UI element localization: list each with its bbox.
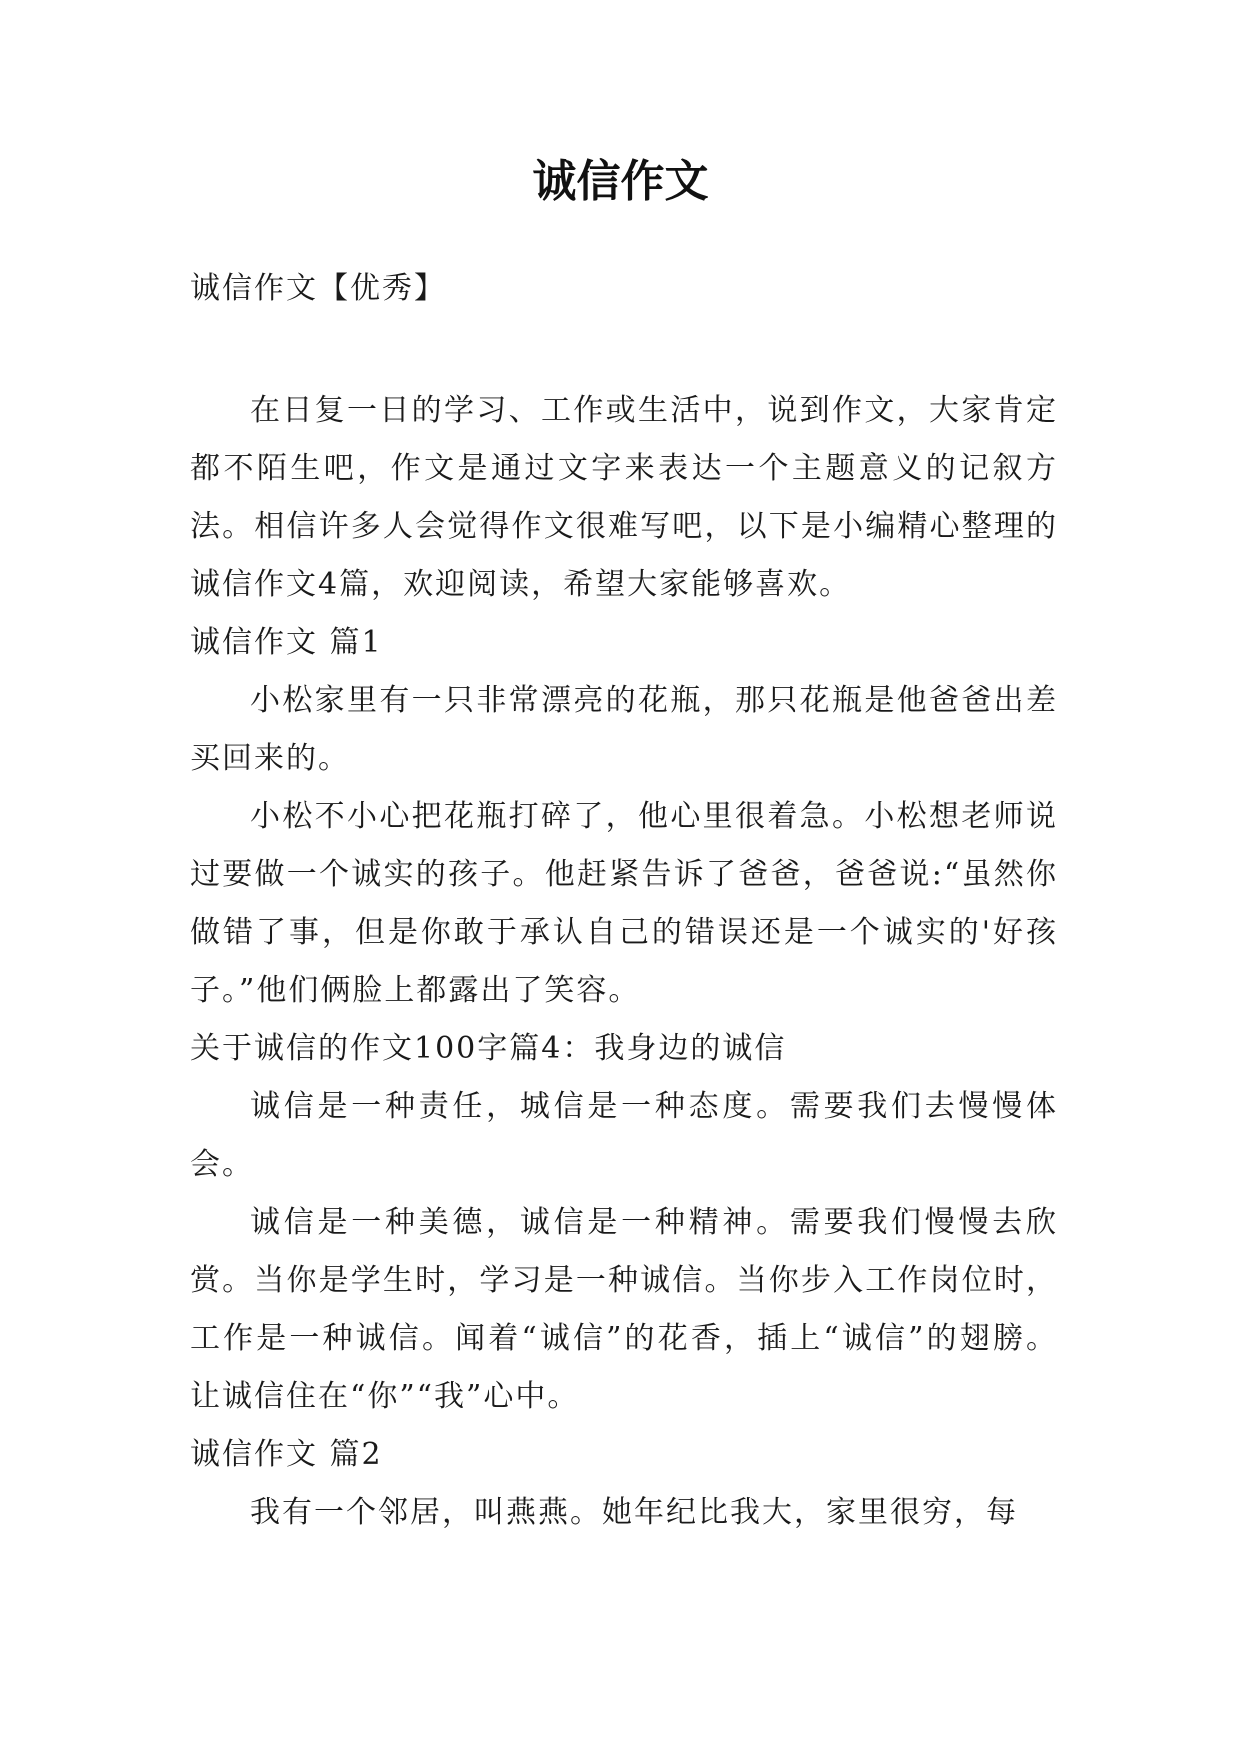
paragraph: 小松不小心把花瓶打碎了，他心里很着急。小松想老师说过要做一个诚实的孩子。他赶紧告诉了爸爸，爸爸说:“虽然你做错了事，但是你敢于承认自己的错误还是一个诚实的'好孩子。”他们俩脸上都露出了笑容。 [190,799,1058,1008]
section-heading: 诚信作文 篇1 [190,625,383,660]
section-heading: 关于诚信的作文100字篇4：我身边的诚信 [190,1031,787,1066]
paragraph: 诚信是一种责任，城信是一种态度。需要我们去慢慢体会。 [190,1089,1058,1182]
intro-paragraph: 在日复一日的学习、工作或生活中，说到作文，大家肯定都不陌生吧，作文是通过文字来表达一个主题意义的记叙方法。相信许多人会觉得作文很难写吧，以下是小编精心整理的诚信作文4篇，欢迎阅读，希望大家能够喜欢。 [190,393,1058,602]
document-body [190,260,1058,1542]
paragraph: 诚信是一种美德，诚信是一种精神。需要我们慢慢去欣赏。当你是学生时，学习是一种诚信。当你步入工作岗位时，工作是一种诚信。闻着“诚信”的花香，插上“诚信”的翅膀。让诚信住在“你”“我”心中。 [190,1205,1058,1414]
document-subtitle: 诚信作文【优秀】 [190,271,446,306]
document-title: 诚信作文 [532,156,709,207]
paragraph: 我有一个邻居，叫燕燕。她年纪比我大，家里很穷，每 [250,1495,1018,1530]
paragraph: 小松家里有一只非常漂亮的花瓶，那只花瓶是他爸爸出差买回来的。 [190,683,1058,776]
section-heading: 诚信作文 篇2 [190,1437,383,1472]
spacer [190,318,1058,382]
